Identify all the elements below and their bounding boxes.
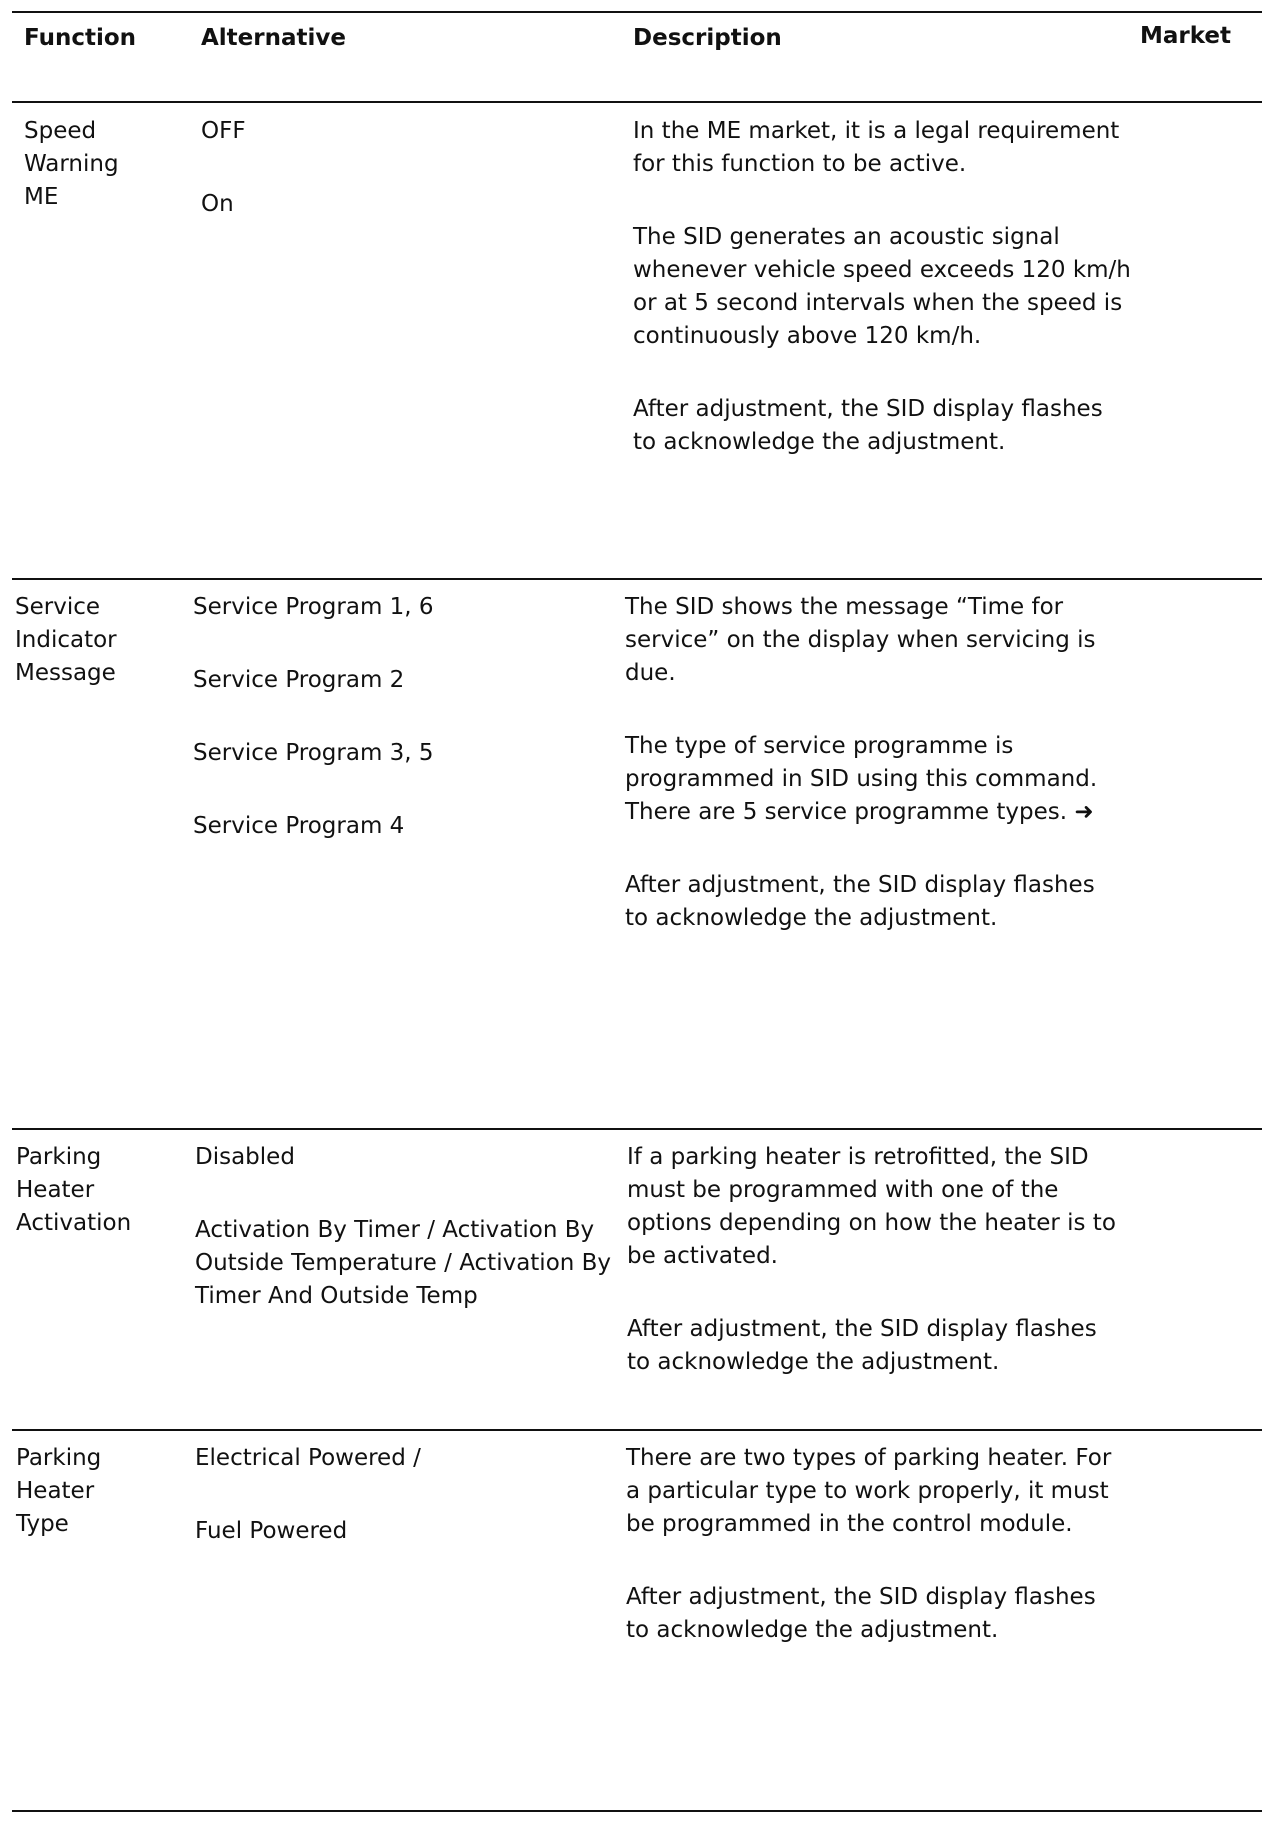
header-alternative: Alternative [201,25,346,51]
function-line: Heater [16,1478,95,1504]
row-rule [12,1429,1262,1431]
row-rule [12,1128,1262,1130]
function-line: Type [16,1511,69,1537]
function-line: Heater [16,1177,95,1203]
description-paragraph: The SID generates an acoustic signal whenever vehicle speed exceeds 120 km/h or at 5 second intervals when the speed is continuously above 120 km/h. [633,224,1131,349]
alternative-option: OFF [201,118,246,144]
function-line: Parking [16,1445,102,1471]
alternative-option: Service Program 4 [193,813,405,839]
table-row-description [626,1442,1126,1687]
function-line: Speed [24,118,97,144]
description-paragraph: The SID shows the message “Time for service” on the display when servicing is due. [625,594,1096,686]
table-row-alternatives [195,1442,615,1588]
description-paragraph: There are two types of parking heater. For a particular type to work properly, it must be programmed in the control module. [626,1445,1112,1537]
description-paragraph: The type of service programme is programmed in SID using this command. There are 5 service programme types. [625,733,1098,825]
function-line: ME [24,184,59,210]
table-row-alternatives [195,1141,615,1353]
description-paragraph: In the ME market, it is a legal requirement for this function to be active. [633,118,1120,177]
header-market: Market [1140,23,1232,49]
function-line: Warning [24,151,119,177]
alternative-option: On [201,191,234,217]
description-paragraph: After adjustment, the SID display flashes to acknowledge the adjustment. [625,872,1095,931]
function-line: Message [15,660,116,686]
table-row-function [24,115,184,214]
table-row-alternatives [201,115,601,261]
function-line: Indicator [15,627,117,653]
function-line: Activation [16,1210,132,1236]
description-paragraph: After adjustment, the SID display flashes to acknowledge the adjustment. [626,1584,1096,1643]
table-row-function [15,591,185,690]
alternative-option: Service Program 1, 6 [193,594,434,620]
header-description: Description [633,25,782,51]
table-row-function [16,1141,186,1240]
alternative-option: Electrical Powered / [195,1445,421,1471]
function-line: Parking [16,1144,102,1170]
description-paragraph: After adjustment, the SID display flashes to acknowledge the adjustment. [627,1316,1097,1375]
alternative-option: Fuel Powered [195,1518,348,1544]
header-rule [12,101,1262,103]
header-function: Function [24,25,137,51]
description-paragraph: If a parking heater is retrofitted, the SID must be programmed with one of the options depending on how the heater is to be activated. [627,1144,1116,1269]
table-row-function [16,1442,186,1541]
alternative-option: Service Program 3, 5 [193,740,434,766]
row-rule [12,578,1262,580]
alternative-option: Activation By Timer / Activation By Outside Temperature / Activation By Timer And Outside Temp [195,1217,612,1309]
table-top-rule [12,11,1262,13]
table-row-alternatives [193,591,613,883]
alternative-option: Service Program 2 [193,667,405,693]
function-line: Service [15,594,101,620]
alternative-option: Disabled [195,1144,295,1170]
table-bottom-rule [12,1810,1262,1812]
arrow-right-icon[interactable]: ➜ [1074,799,1094,825]
table-row-description [633,115,1133,499]
table-row-description [625,591,1125,975]
description-paragraph: After adjustment, the SID display flashes to acknowledge the adjustment. [633,396,1103,455]
table-row-description [627,1141,1127,1419]
